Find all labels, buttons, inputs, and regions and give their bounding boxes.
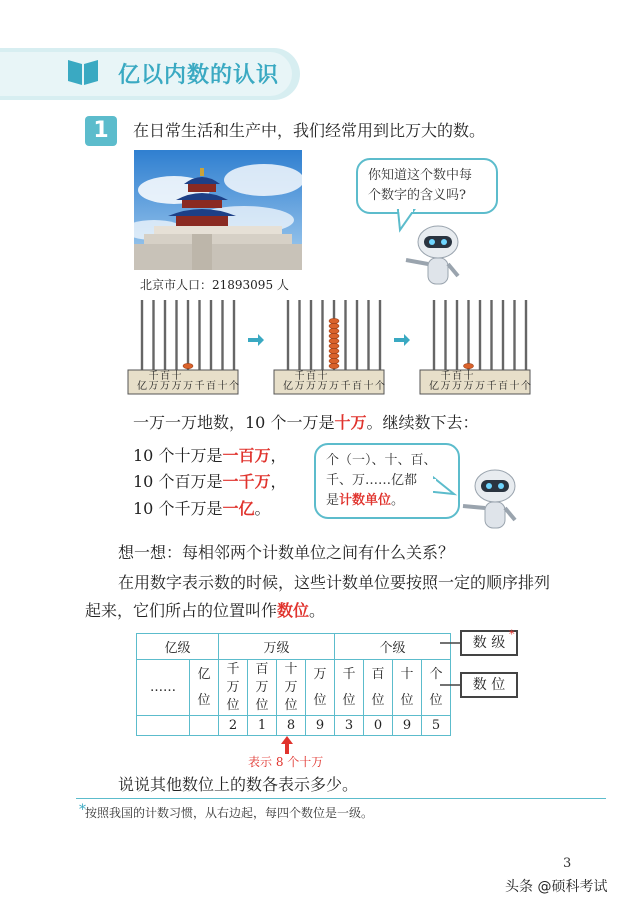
level-wan: 万级 [219, 634, 335, 660]
abacus-rod [164, 300, 166, 370]
abacus-label: 万 [475, 381, 485, 392]
digit-cell: 9 [306, 716, 335, 736]
abacus-label-top: 百 [160, 371, 170, 382]
abacus-bead [329, 318, 339, 323]
abacus-bead [329, 348, 339, 353]
abacus-rod [379, 300, 381, 370]
place-char: 万 [313, 666, 327, 682]
place-qianwan [219, 660, 248, 716]
units-line-3-b: 。 [391, 493, 405, 508]
abacus-rod [525, 300, 527, 370]
abacus-rod [287, 300, 289, 370]
place-char: 十 [400, 666, 414, 682]
footnote-asterisk: * [79, 802, 86, 818]
abacus-bead [464, 363, 474, 368]
abacus-rod [456, 300, 458, 370]
arrow-note: 表示 8 个十万 [248, 755, 324, 769]
abacus-bead [329, 343, 339, 348]
abacus-label: 万 [294, 381, 305, 392]
abacus-label: 个 [229, 381, 239, 392]
place-qian [335, 660, 364, 716]
position-line-2-b: 。 [309, 601, 326, 620]
abacus-label: 亿 [283, 381, 293, 392]
abacus-bead [329, 353, 339, 358]
units-line-3-a: 是 [326, 493, 340, 508]
count-row-a: 10 个千万是 [133, 499, 223, 518]
robot-icon [455, 464, 527, 536]
abacus-rod [310, 300, 312, 370]
bubble-line-2: 个数字的含义吗? [368, 188, 466, 203]
abacus-rod [321, 300, 323, 370]
units-line-3-red: 计数单位 [339, 493, 392, 508]
place-yi [190, 660, 219, 716]
count-row-b: ， [270, 446, 287, 465]
units-line-3 [326, 491, 448, 511]
abacus-rod [175, 300, 177, 370]
place-char: 百 [255, 661, 269, 677]
place-value-table [136, 633, 451, 736]
abacus-label: 万 [171, 381, 182, 392]
up-arrow-icon [280, 736, 294, 754]
abacus-bead [329, 323, 339, 328]
abacus-label: 万 [329, 381, 339, 392]
abacus-bead [329, 358, 339, 363]
abacus-label: 十 [363, 381, 374, 392]
temple-photo [134, 150, 302, 270]
place-char: 位 [400, 692, 414, 708]
position-line-1: 在用数字表示数的时候，这些计数单位要按照一定的顺序排列 [118, 573, 551, 592]
abacus-bead [329, 338, 339, 343]
abacus-label: 个 [375, 381, 385, 392]
abacus-label: 个 [521, 381, 531, 392]
count-row-a: 10 个十万是 [133, 446, 223, 465]
digit-cell: 5 [422, 716, 451, 736]
digit-cell: 3 [335, 716, 364, 736]
abacus-label: 百 [206, 381, 216, 392]
place-char: 位 [429, 692, 443, 708]
example-number-badge: 1 [85, 116, 117, 146]
abacus-rod [444, 300, 446, 370]
abacus-rod [490, 300, 492, 370]
abacus-rod [198, 300, 200, 370]
abacus-panels [128, 298, 531, 398]
abacus-bead [329, 333, 339, 338]
abacus-rod [344, 300, 346, 370]
place-baiwan [248, 660, 277, 716]
position-line-2-a: 起来，它们所占的位置叫作 [85, 601, 278, 620]
abacus-label: 千 [194, 381, 205, 392]
abacus-rod [467, 300, 469, 370]
label-shuji: 数 级 [460, 630, 518, 656]
abacus-rod [221, 300, 223, 370]
count-line-1-b: 。继续数下去： [366, 413, 479, 432]
abacus-label: 万 [160, 381, 170, 392]
photo-caption: 北京市人口：21893095 人 [140, 278, 289, 292]
abacus-rod [141, 300, 143, 370]
place-char: 万 [226, 679, 240, 695]
arrow-right-icon [394, 334, 410, 346]
digit-cell: 1 [248, 716, 277, 736]
abacus-label: 千 [486, 381, 497, 392]
bubble-line-1: 你知道这个数中每 [368, 168, 473, 183]
section-title: 亿以内数的认识 [118, 63, 280, 88]
abacus-label: 万 [463, 381, 474, 392]
count-line-1 [133, 410, 478, 433]
digit-cell: 9 [393, 716, 422, 736]
digit-empty [190, 716, 219, 736]
place-char: 位 [284, 697, 298, 713]
abacus-rod [187, 300, 189, 370]
label-shuwei: 数 位 [460, 672, 518, 698]
place-shi [393, 660, 422, 716]
abacus-rod [298, 300, 300, 370]
abacus-rod [433, 300, 435, 370]
page-number: 3 [563, 856, 572, 871]
abacus-rod [210, 300, 212, 370]
footnote-divider [76, 798, 606, 799]
abacus-label: 千 [340, 381, 351, 392]
count-row-b: ， [270, 472, 287, 491]
abacus-rod [367, 300, 369, 370]
place-char: 万 [284, 679, 298, 695]
place-char: 十 [284, 661, 298, 677]
arrow-right-icon [248, 334, 264, 346]
asterisk-mark: * [509, 628, 515, 641]
place-char: 位 [197, 692, 211, 708]
abacus-label: 亿 [137, 381, 147, 392]
place-char: 千 [226, 661, 240, 677]
abacus-label: 万 [148, 381, 159, 392]
count-row-1 [133, 443, 286, 466]
abacus-rod [356, 300, 358, 370]
abacus-svg [128, 298, 531, 398]
count-line-1-red: 十万 [334, 413, 367, 432]
abacus-rod [479, 300, 481, 370]
tail-text: 说说其他数位上的数各表示多少。 [118, 775, 359, 794]
ellipsis-cell: …… [137, 660, 190, 716]
abacus-label-top: 千 [294, 371, 305, 382]
abacus-label-top: 百 [452, 371, 462, 382]
abacus-label-top: 十 [463, 371, 474, 382]
abacus-label: 百 [498, 381, 508, 392]
units-line-2: 千、万……亿都 [326, 473, 418, 488]
think-question: 想一想：每相邻两个计数单位之间有什么关系？ [118, 543, 455, 562]
place-char: 位 [226, 697, 240, 713]
abacus-bead [183, 363, 193, 368]
count-row-3 [133, 496, 270, 519]
abacus-label-top: 十 [317, 371, 328, 382]
abacus-rod [502, 300, 504, 370]
units-line-1: 个（一）、十、百、 [326, 453, 437, 468]
position-line-2-red: 数位 [277, 601, 310, 620]
intro-text: 在日常生活和生产中，我们经常用到比万大的数。 [133, 121, 486, 140]
abacus-label: 百 [352, 381, 362, 392]
place-char: 位 [371, 692, 385, 708]
abacus-label-top: 千 [440, 371, 451, 382]
bubble-tail-2 [434, 476, 456, 498]
place-shiwan [277, 660, 306, 716]
place-char: 亿 [197, 666, 211, 682]
place-char: 万 [255, 679, 269, 695]
abacus-label: 十 [217, 381, 228, 392]
abacus-label: 万 [452, 381, 462, 392]
count-row-red: 一百万 [222, 446, 271, 465]
abacus-label-top: 千 [148, 371, 159, 382]
abacus-label: 十 [509, 381, 520, 392]
abacus-label-top: 十 [171, 371, 182, 382]
place-char: 位 [342, 692, 356, 708]
abacus-label: 万 [183, 381, 193, 392]
count-row-b: 。 [254, 499, 271, 518]
watermark: 头条 @硕科考试 [505, 879, 608, 895]
book-icon [66, 56, 100, 86]
robot-icon [398, 220, 470, 292]
footnote: 按照我国的计数习惯，从右边起，每四个数位是一级。 [85, 806, 374, 820]
abacus-label-top: 百 [306, 371, 316, 382]
level-ge: 个级 [335, 634, 451, 660]
abacus-rod [513, 300, 515, 370]
abacus-rod [152, 300, 154, 370]
place-wan [306, 660, 335, 716]
place-char: 千 [342, 666, 356, 682]
abacus-label: 万 [317, 381, 328, 392]
abacus-label: 万 [440, 381, 451, 392]
abacus-bead [329, 328, 339, 333]
speech-bubble-question [356, 158, 498, 214]
position-line-2 [85, 598, 325, 621]
abacus-bead [329, 363, 339, 368]
digit-cell: 2 [219, 716, 248, 736]
place-char: 位 [255, 697, 269, 713]
count-row-red: 一亿 [222, 499, 255, 518]
abacus-rod [233, 300, 235, 370]
count-row-2 [133, 469, 286, 492]
count-row-red: 一千万 [222, 472, 271, 491]
place-char: 位 [313, 692, 327, 708]
digit-cell: 8 [277, 716, 306, 736]
place-char: 个 [429, 666, 443, 682]
abacus-label: 万 [306, 381, 316, 392]
count-row-a: 10 个百万是 [133, 472, 223, 491]
place-bai [364, 660, 393, 716]
level-yi: 亿级 [137, 634, 219, 660]
place-char: 百 [371, 666, 385, 682]
count-line-1-a: 一万一万地数，10 个一万是 [133, 413, 335, 432]
digit-empty [137, 716, 190, 736]
abacus-label: 亿 [429, 381, 439, 392]
digit-cell: 0 [364, 716, 393, 736]
